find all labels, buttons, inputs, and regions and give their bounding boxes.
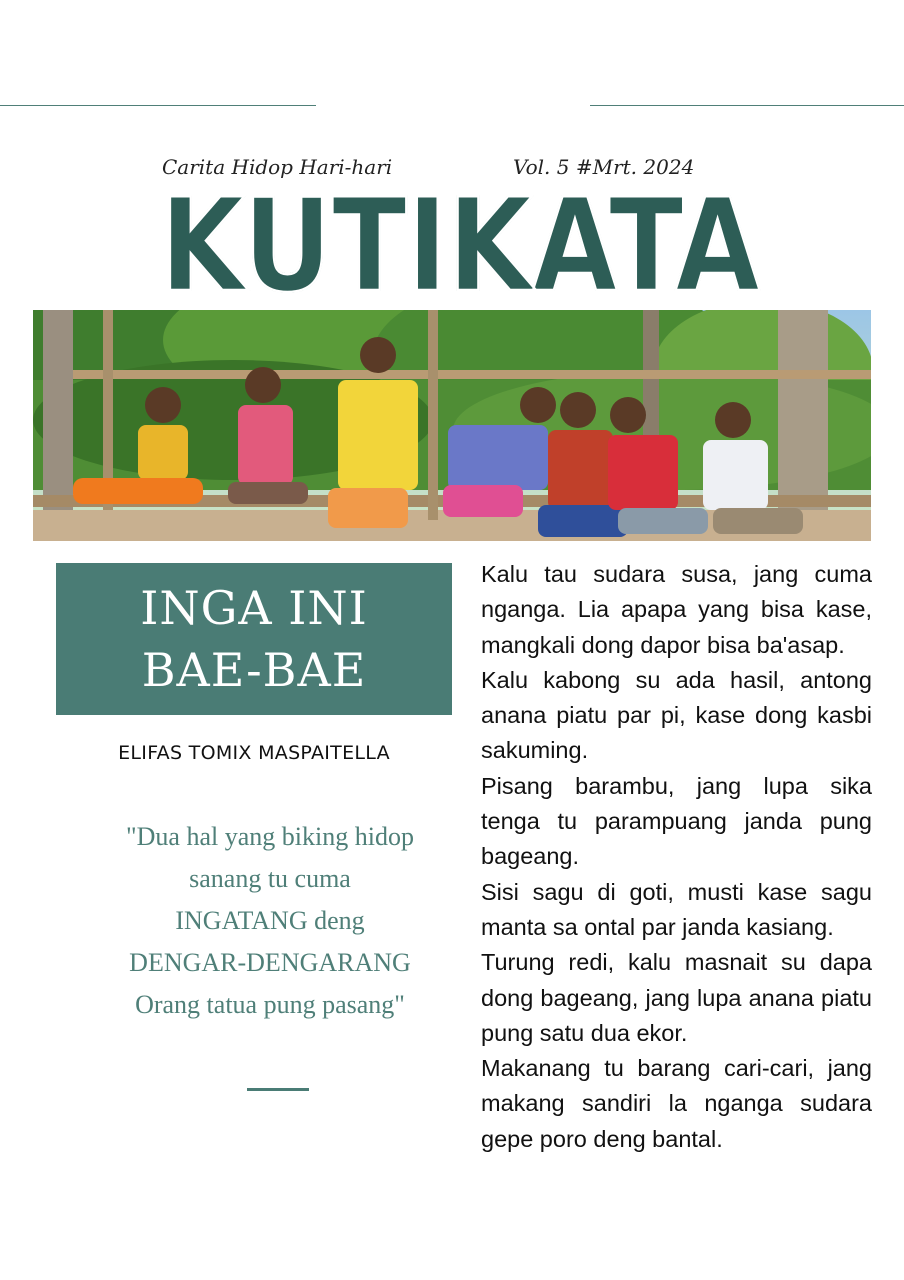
masthead-title: KUTIKATA: [160, 172, 760, 302]
article-title-line-2: BAE-BAE: [141, 643, 367, 697]
article-paragraph: Pisang barambu, jang lupa sika tenga tu parampuang janda pung bageang.: [481, 772, 872, 870]
pull-quote-line: sanang tu cuma: [189, 864, 351, 893]
article-paragraph: Kalu tau sudara susa, jang cuma nganga. Lia apapa yang bisa kase, mangkali dong dapor bisa ba'asap.: [481, 561, 872, 658]
cover-photo: [33, 310, 871, 541]
kicker-volume: Vol. 5 #Mrt. 2024: [513, 155, 695, 179]
article-paragraph: Makanang tu barang cari-cari, jang makang sandiri la nganga sudara gepe poro deng bantal.: [481, 1055, 872, 1152]
pull-quote-line: Orang tatua pung pasang": [135, 990, 405, 1019]
masthead-title-inline: KUTIKATA: [160, 172, 760, 302]
header-rule-right: [590, 105, 904, 106]
article-body: [481, 557, 872, 1157]
quote-divider: [247, 1088, 309, 1091]
article-paragraph: Turung redi, kalu masnait su dapa dong bageang, jang lupa anana piatu pung satu dua ekor.: [481, 949, 872, 1046]
header-rule-left: [0, 105, 316, 106]
pull-quote-line: INGATANG deng: [175, 906, 365, 935]
masthead: [150, 172, 770, 302]
kicker-series: Carita Hidop Hari-hari: [162, 155, 393, 179]
article-paragraph: Sisi sagu di goti, musti kase sagu manta sa ontal par janda kasiang.: [481, 878, 872, 940]
article-paragraph: Kalu kabong su ada hasil, antong anana piatu par pi, kase dong kasbi sakuming.: [481, 666, 872, 764]
article-author: ELIFAS TOMIX MASPAITELLA: [118, 742, 390, 764]
pull-quote-line: "Dua hal yang biking hidop: [126, 822, 414, 851]
article-title-box: [56, 563, 452, 715]
pull-quote-line: DENGAR-DENGARANG: [129, 948, 411, 977]
article-title-line-1: INGA INI: [140, 581, 368, 635]
pull-quote: [70, 816, 470, 1026]
